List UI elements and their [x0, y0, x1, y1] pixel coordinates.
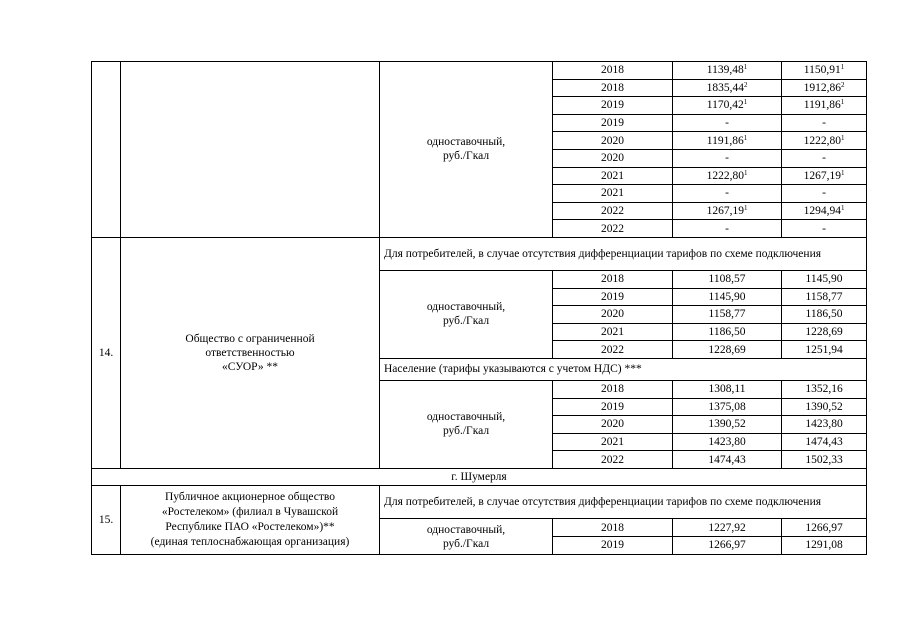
tariff-value-cell	[673, 416, 782, 434]
tariff-value-cell	[782, 341, 867, 359]
tariff-value: 1308,11	[708, 383, 746, 396]
tariff-value-cell	[782, 519, 867, 537]
year-cell: 2021	[553, 433, 673, 451]
tariff-value: -	[822, 117, 826, 130]
footnote-mark: 1	[743, 63, 748, 72]
cell-line: руб./Гкал	[442, 150, 490, 163]
table-row	[92, 468, 867, 486]
consumer-group-header: Население (тарифы указываются с учетом НДС) ***	[380, 358, 867, 380]
footnote-mark: 1	[743, 98, 748, 107]
cell-line: Общество с ограниченной	[185, 332, 315, 345]
tariff-value-cell	[782, 185, 867, 203]
organization-cell	[121, 486, 380, 554]
tariff-value: 1191,86	[803, 99, 841, 112]
unit-cell	[380, 380, 553, 468]
tariff-value-cell	[782, 114, 867, 132]
tariff-value-cell	[782, 132, 867, 150]
year-cell: 2022	[553, 220, 673, 238]
year-cell: 2022	[553, 202, 673, 220]
tariff-value-cell	[673, 220, 782, 238]
tariff-value: 1251,94	[805, 343, 843, 356]
footnote-mark: 1	[840, 168, 845, 177]
tariff-value-cell	[673, 79, 782, 97]
tariff-value: 1228,69	[805, 326, 843, 339]
tariff-value-cell	[673, 185, 782, 203]
row-number-cell: 15.	[92, 486, 121, 554]
cell-line: руб./Гкал	[442, 537, 490, 550]
tariff-value-cell	[782, 306, 867, 324]
cell-line: руб./Гкал	[442, 425, 490, 438]
tariff-value-cell	[673, 398, 782, 416]
tariff-value-cell	[782, 97, 867, 115]
city-header: г. Шумерля	[92, 468, 867, 486]
footnote-mark: 1	[840, 133, 845, 142]
tariff-value-cell	[782, 270, 867, 288]
tariff-value: -	[725, 117, 729, 130]
year-cell: 2018	[553, 79, 673, 97]
tariff-value-cell	[673, 114, 782, 132]
tariff-value-cell	[673, 451, 782, 469]
year-cell: 2020	[553, 416, 673, 434]
tariff-value-cell	[782, 323, 867, 341]
tariff-table	[91, 61, 867, 555]
tariff-value: 1191,86	[706, 134, 744, 147]
tariff-value-cell	[782, 220, 867, 238]
tariff-value: 1390,52	[708, 418, 746, 431]
footnote-mark: 2	[743, 80, 748, 89]
tariff-value: 1912,86	[803, 81, 841, 94]
tariff-value: 1266,97	[805, 521, 843, 534]
tariff-value-cell	[782, 380, 867, 398]
tariff-value: 1352,16	[805, 383, 843, 396]
tariff-value: 1186,50	[805, 308, 843, 321]
tariff-value: 1145,90	[708, 290, 746, 303]
tariff-value: 1294,94	[803, 205, 841, 218]
table-row	[92, 237, 867, 270]
tariff-value-cell	[673, 62, 782, 80]
tariff-value-cell	[782, 167, 867, 185]
year-cell: 2022	[553, 341, 673, 359]
tariff-value-cell	[673, 323, 782, 341]
consumer-group-header: Для потребителей, в случае отсутствия дифференциации тарифов по схеме подключения	[380, 237, 867, 270]
tariff-value-cell	[782, 398, 867, 416]
tariff-value-cell	[673, 97, 782, 115]
tariff-value: 1222,80	[803, 134, 841, 147]
tariff-value-cell	[782, 288, 867, 306]
tariff-value-cell	[782, 433, 867, 451]
tariff-value: -	[725, 222, 729, 235]
year-cell: 2020	[553, 132, 673, 150]
tariff-value-cell	[673, 433, 782, 451]
tariff-value-cell	[782, 202, 867, 220]
table-row	[92, 486, 867, 519]
year-cell: 2021	[553, 323, 673, 341]
tariff-value: -	[822, 152, 826, 165]
tariff-value-cell	[673, 167, 782, 185]
tariff-value: 1108,57	[708, 273, 746, 286]
tariff-value: 1474,43	[708, 453, 746, 466]
table-row	[92, 62, 867, 80]
tariff-value-cell	[673, 132, 782, 150]
cell-line: одноставочный,	[426, 136, 506, 149]
year-cell: 2019	[553, 114, 673, 132]
unit-cell	[380, 519, 553, 554]
tariff-value: 1375,08	[708, 400, 746, 413]
tariff-value: 1186,50	[708, 326, 746, 339]
tariff-value: 1170,42	[706, 99, 744, 112]
year-cell: 2022	[553, 451, 673, 469]
footnote-mark: 2	[840, 80, 845, 89]
tariff-value: 1474,43	[805, 435, 843, 448]
year-cell: 2018	[553, 270, 673, 288]
organization-cell	[121, 62, 380, 238]
tariff-value: 1502,33	[805, 453, 843, 466]
tariff-value: 1158,77	[708, 308, 746, 321]
tariff-value: 1390,52	[805, 400, 843, 413]
tariff-value-cell	[782, 451, 867, 469]
cell-line: «СУОР» **	[222, 360, 278, 373]
tariff-value: 1222,80	[706, 169, 744, 182]
cell-line: Республике ПАО «Ростелеком»)**	[165, 521, 335, 534]
footnote-mark: 1	[840, 98, 845, 107]
tariff-value-cell	[673, 202, 782, 220]
tariff-value: 1267,19	[706, 205, 744, 218]
year-cell: 2019	[553, 398, 673, 416]
tariff-value: 1227,92	[708, 521, 746, 534]
tariff-value-cell	[673, 380, 782, 398]
footnote-mark: 1	[840, 63, 845, 72]
tariff-value-cell	[782, 149, 867, 167]
row-number-cell: 14.	[92, 237, 121, 468]
year-cell: 2019	[553, 537, 673, 555]
year-cell: 2019	[553, 97, 673, 115]
year-cell: 2018	[553, 380, 673, 398]
tariff-value-cell	[782, 537, 867, 555]
tariff-value-cell	[782, 62, 867, 80]
tariff-value: -	[725, 187, 729, 200]
cell-line: одноставочный,	[426, 411, 506, 424]
year-cell: 2018	[553, 519, 673, 537]
footnote-mark: 1	[743, 168, 748, 177]
tariff-value: 1228,69	[708, 343, 746, 356]
tariff-value: -	[822, 222, 826, 235]
tariff-value: -	[725, 152, 729, 165]
year-cell: 2019	[553, 288, 673, 306]
tariff-value-cell	[673, 537, 782, 555]
tariff-value: 1266,97	[708, 539, 746, 552]
cell-line: (единая теплоснабжающая организация)	[150, 536, 350, 549]
consumer-group-header: Для потребителей, в случае отсутствия дифференциации тарифов по схеме подключения	[380, 486, 867, 519]
year-cell: 2018	[553, 62, 673, 80]
footnote-mark: 1	[743, 204, 748, 213]
tariff-value: 1139,48	[706, 64, 744, 77]
cell-line: «Ростелеком» (филиал в Чувашской	[161, 506, 339, 519]
unit-cell	[380, 62, 553, 238]
year-cell: 2021	[553, 167, 673, 185]
organization-cell	[121, 237, 380, 468]
footnote-mark: 1	[743, 133, 748, 142]
cell-line: Публичное акционерное общество	[164, 491, 336, 504]
cell-line: одноставочный,	[426, 301, 506, 314]
tariff-value-cell	[673, 519, 782, 537]
tariff-value-cell	[782, 416, 867, 434]
tariff-value: 1291,08	[805, 539, 843, 552]
tariff-value: 1423,80	[708, 435, 746, 448]
year-cell: 2020	[553, 306, 673, 324]
tariff-value: 1145,90	[805, 273, 843, 286]
cell-line: руб./Гкал	[442, 315, 490, 328]
row-number-cell	[92, 62, 121, 238]
tariff-value: 1835,44	[706, 81, 744, 94]
cell-line: ответственностью	[205, 346, 295, 359]
year-cell: 2021	[553, 185, 673, 203]
tariff-value: 1267,19	[803, 169, 841, 182]
tariff-value-cell	[673, 306, 782, 324]
tariff-value: -	[822, 187, 826, 200]
tariff-value: 1158,77	[805, 290, 843, 303]
year-cell: 2020	[553, 149, 673, 167]
tariff-value-cell	[673, 270, 782, 288]
cell-line: одноставочный,	[426, 523, 506, 536]
tariff-value-cell	[782, 79, 867, 97]
tariff-value: 1150,91	[803, 64, 841, 77]
unit-cell	[380, 270, 553, 358]
tariff-value: 1423,80	[805, 418, 843, 431]
footnote-mark: 1	[840, 204, 845, 213]
tariff-value-cell	[673, 341, 782, 359]
tariff-value-cell	[673, 149, 782, 167]
tariff-value-cell	[673, 288, 782, 306]
